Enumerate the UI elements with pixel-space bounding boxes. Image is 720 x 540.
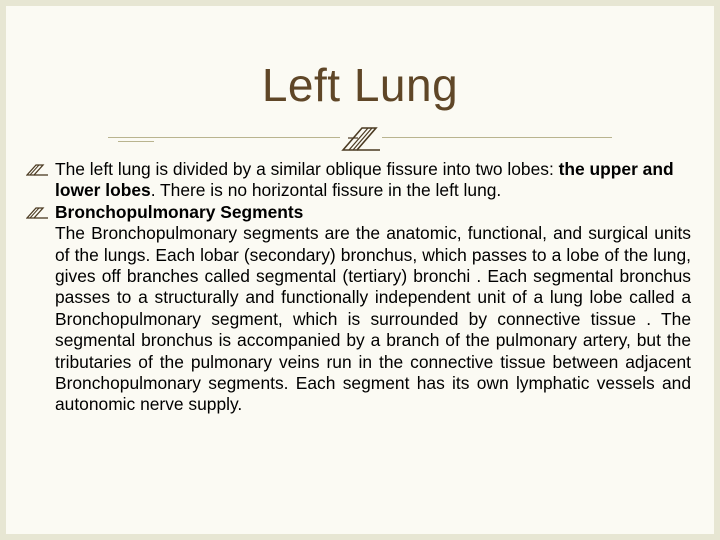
bullet-text-bold: the upper and lower lobes xyxy=(55,159,674,201)
bullet-ribbon-icon xyxy=(26,163,50,177)
bullet-item-segments-heading xyxy=(26,202,691,223)
slide-content xyxy=(26,159,691,416)
title-divider-accent xyxy=(118,141,154,142)
bullet-ribbon-icon xyxy=(26,206,50,220)
slide-border-bottom xyxy=(0,534,720,540)
title-divider-left xyxy=(108,137,340,138)
title-divider-right xyxy=(382,137,612,138)
bullet-text-rest: . There is no horizontal fissure in the left lung. xyxy=(150,180,502,201)
slide-border-top xyxy=(0,0,720,6)
bullet-item-lobes xyxy=(26,159,691,202)
slide-title: Left Lung xyxy=(261,59,459,111)
bullet-text-intro: The left lung is divided by a similar oblique fissure into two lobes: xyxy=(55,159,559,179)
segments-paragraph: The Bronchopulmonary segments are the anatomic, functional, and surgical units of the lungs. Each lobar (secondary) bronchus, which passes to a lobe of the lung, gives off branches called segmental (tertiary) bronchi . Each segmental bronchus passes to a structurally and functionally independent unit of a lung lobe called a Bronchopulmonary segment, which is surrounded by connective tissue . The segmental bronchus is accompanied by a branch of the pulmonary artery, but the tributaries of the pulmonary veins run in the connective tissue between adjacent Bronchopulmonary segments. Each segment has its own lymphatic vessels and autonomic nerve supply. xyxy=(55,223,691,415)
bullet-heading: Bronchopulmonary Segments xyxy=(55,201,304,222)
bookmark-ribbon-icon xyxy=(340,124,382,154)
